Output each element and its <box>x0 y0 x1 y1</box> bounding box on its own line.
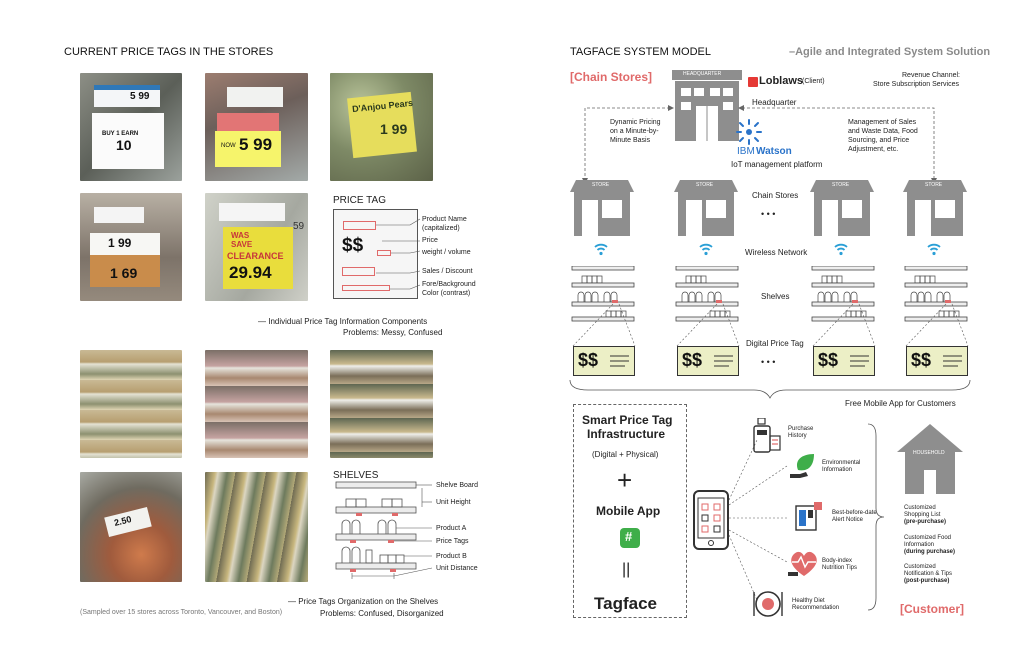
sampling-note: (Sampled over 15 stores across Toronto, Vancouver, and Boston) <box>80 609 283 616</box>
shelves-label-product-a: Product A <box>436 525 467 532</box>
feature-healthy-diet-1: Healthy Diet <box>792 598 825 604</box>
photo-price-tag-3-text-2: 1 99 <box>380 121 408 137</box>
digital-price-tag-1-symbol: $$ <box>578 350 599 370</box>
management-line1: Management of Sales <box>848 119 917 126</box>
wifi-icon-4 <box>925 241 943 257</box>
bottom-brace <box>568 378 972 400</box>
problems-disorganized: Problems: Confused, Disorganized <box>320 609 444 618</box>
store-2-sign: STORE <box>696 182 714 188</box>
photo-price-tag-1-text-2: BUY 1 EARN <box>102 131 139 137</box>
infra-mobile-app: Mobile App <box>596 504 661 518</box>
customer-item-3-line1: Customized <box>904 564 936 570</box>
free-mobile-app-label: Free Mobile App for Customers <box>845 399 956 408</box>
photo-price-tag-5-text-5: 59 <box>293 221 305 232</box>
left-title: CURRENT PRICE TAGS IN THE STORES <box>64 46 274 58</box>
infra-plus: + <box>617 465 633 495</box>
dynamic-pricing-line3: Minute Basis <box>610 137 651 144</box>
household-icon <box>897 424 963 496</box>
management-line4: Adjustment, etc. <box>848 146 899 153</box>
customer-item-1-line2: Shopping List <box>904 512 941 518</box>
customer-item-1-line1: Customized <box>904 505 936 511</box>
infra-title-2: Infrastructure <box>587 427 666 441</box>
photo-price-tag-4-text: 1 99 <box>108 236 132 250</box>
photo-price-tag-1-text: 5 99 <box>130 91 150 102</box>
store-3-sign: STORE <box>832 182 850 188</box>
right-subtitle: –Agile and Integrated System Solution <box>789 46 991 58</box>
best-before-date-icon <box>795 502 823 532</box>
environmental-information-icon <box>788 452 818 480</box>
price-tag-sales-field <box>342 267 375 276</box>
household-sign: HOUSEHOLD <box>913 450 945 456</box>
price-tag-leader-lines <box>376 215 424 295</box>
infra-title-1: Smart Price Tag <box>582 413 673 427</box>
problems-messy: Problems: Messy, Confused <box>343 328 443 337</box>
price-tag-label-contrast: Color (contrast) <box>422 290 471 297</box>
digital-price-tag-2-symbol: $$ <box>682 350 703 370</box>
digital-price-tag-3-symbol: $$ <box>818 350 839 370</box>
digital-price-tag-4-symbol: $$ <box>911 350 932 370</box>
wifi-icon-1 <box>592 241 610 257</box>
headquarter-label: Headquarter <box>752 98 797 107</box>
headquarter-sign: HEADQUARTER <box>683 71 722 77</box>
photo-price-tag-1-text-3: 10 <box>116 137 132 153</box>
photo-price-tag-3 <box>330 73 433 181</box>
photo-price-tag-2 <box>205 73 308 181</box>
photo-shelf-2 <box>205 350 308 458</box>
price-tag-label-fore: Fore/Background <box>422 281 476 288</box>
shelves-diagram-title: SHELVES <box>333 470 379 481</box>
feature-purchase-history-2: History <box>788 433 807 439</box>
feature-healthy-diet-2: Recommendation <box>792 605 840 611</box>
infra-brand: Tagface <box>594 594 657 613</box>
customer-item-3-line2: Notification & Tips <box>904 571 953 577</box>
customer-brace <box>866 422 886 612</box>
photo-price-tag-1 <box>80 73 182 181</box>
photo-price-tag-3-text: D'Anjou Pears <box>351 97 414 115</box>
feature-purchase-history-1: Purchase <box>788 426 814 432</box>
feature-body-index-2: Nutrition Tips <box>822 565 858 571</box>
store-1-sign: STORE <box>592 182 610 188</box>
price-tag-label-price: Price <box>422 237 438 244</box>
price-tag-label-product-name: Product Name <box>422 216 467 223</box>
photo-price-tag-2-text: NOW <box>221 143 236 149</box>
feature-best-before-1: Best-before-date <box>832 510 877 516</box>
feature-environmental-1: Environmental <box>822 460 861 466</box>
price-tag-label-weight: weight / volume <box>422 249 471 256</box>
photo-shelf-5 <box>205 472 308 582</box>
photo-shelf-3 <box>330 350 433 458</box>
loblaws-name: Loblaws <box>759 75 804 87</box>
ibm-watson-logo-icon <box>735 118 763 146</box>
smartphone-icon <box>693 490 729 550</box>
price-tag-label-sales: Sales / Discount <box>422 268 473 275</box>
shelves-label-product-b: Product B <box>436 553 467 560</box>
photo-price-tag-5-text: WAS <box>231 231 250 240</box>
management-line2: and Waste Data, Food <box>848 128 918 135</box>
customer-item-2-line1: Customized Food <box>904 535 952 541</box>
customer-item-1-bold: (pre-purchase) <box>904 519 947 525</box>
price-tag-label-capitalized: (capitalized) <box>422 225 460 232</box>
feature-best-before-2: Alert Notice <box>832 517 864 523</box>
shelves-label-price-tags: Price Tags <box>436 538 469 545</box>
revenue-channel-value: Store Subscription Services <box>873 81 959 88</box>
photo-price-tag-5 <box>205 193 308 301</box>
photo-price-tag-4-text-2: 1 69 <box>110 265 138 281</box>
tagface-app-icon-glyph: # <box>625 529 633 544</box>
chain-stores-label: Chain Stores <box>752 191 799 200</box>
customer-item-2-bold: (during purchase) <box>904 549 956 555</box>
watson-label: Watson <box>756 146 792 157</box>
dynamic-pricing-line1: Dynamic Pricing <box>610 119 661 126</box>
shelves-label: Shelves <box>761 292 790 301</box>
shelves-label-board: Shelve Board <box>436 482 479 489</box>
tags-ellipsis: • • • <box>761 357 776 367</box>
body-index-nutrition-icon <box>788 548 820 580</box>
price-tag-name-field <box>343 221 376 230</box>
customer-item-3-bold: (post-purchase) <box>904 578 950 584</box>
photo-price-tag-5-text-4: 29.94 <box>229 263 272 282</box>
healthy-diet-icon <box>752 588 784 618</box>
purchase-history-icon <box>752 418 784 454</box>
feature-body-index-1: Body-index <box>822 558 853 564</box>
wifi-icon-3 <box>832 241 850 257</box>
dynamic-pricing-line2: on a Minute-by- <box>610 128 659 135</box>
price-tag-diagram-title: PRICE TAG <box>333 195 386 206</box>
loblaws-logo-icon <box>748 77 758 87</box>
client-label: (Client) <box>802 78 825 85</box>
wireless-network-label: Wireless Network <box>745 248 808 257</box>
shelves-label-unit-distance: Unit Distance <box>436 565 478 572</box>
photo-price-tag-5-text-2: SAVE <box>231 240 253 249</box>
caption-shelves-organization: — Price Tags Organization on the Shelves <box>288 597 439 606</box>
shelves-diagram <box>330 480 440 585</box>
right-title: TAGFACE SYSTEM MODEL <box>570 46 711 58</box>
customer-tag: [Customer] <box>900 602 965 616</box>
photo-price-tag-2-text-2: 5 99 <box>239 135 273 154</box>
store-4-sign: STORE <box>925 182 943 188</box>
iot-platform-label: IoT management platform <box>731 160 823 169</box>
feature-environmental-2: Information <box>822 467 853 473</box>
infra-equals: || <box>622 561 631 578</box>
ibm-label: IBM <box>737 146 755 157</box>
photo-price-tag-4 <box>80 193 182 301</box>
customer-item-2-line2: Information <box>904 542 935 548</box>
stores-ellipsis: • • • <box>761 209 776 219</box>
photo-shelf-1 <box>80 350 182 458</box>
photo-shelf-4 <box>80 472 182 582</box>
chain-stores-tag: [Chain Stores] <box>570 70 653 84</box>
photo-shelf-4-text: 2.50 <box>113 514 133 528</box>
revenue-channel-label: Revenue Channel: <box>902 72 960 79</box>
shelves-label-unit-height: Unit Height <box>436 499 471 506</box>
photo-price-tag-5-text-3: CLEARANCE <box>227 251 284 261</box>
digital-price-tag-label: Digital Price Tag <box>746 339 804 348</box>
price-tag-symbol: $$ <box>342 235 364 256</box>
management-line3: Sourcing, and Price <box>848 137 910 144</box>
wifi-icon-2 <box>697 241 715 257</box>
infra-subtitle: (Digital + Physical) <box>592 450 659 459</box>
caption-individual-tags: — Individual Price Tag Information Components <box>258 317 428 326</box>
